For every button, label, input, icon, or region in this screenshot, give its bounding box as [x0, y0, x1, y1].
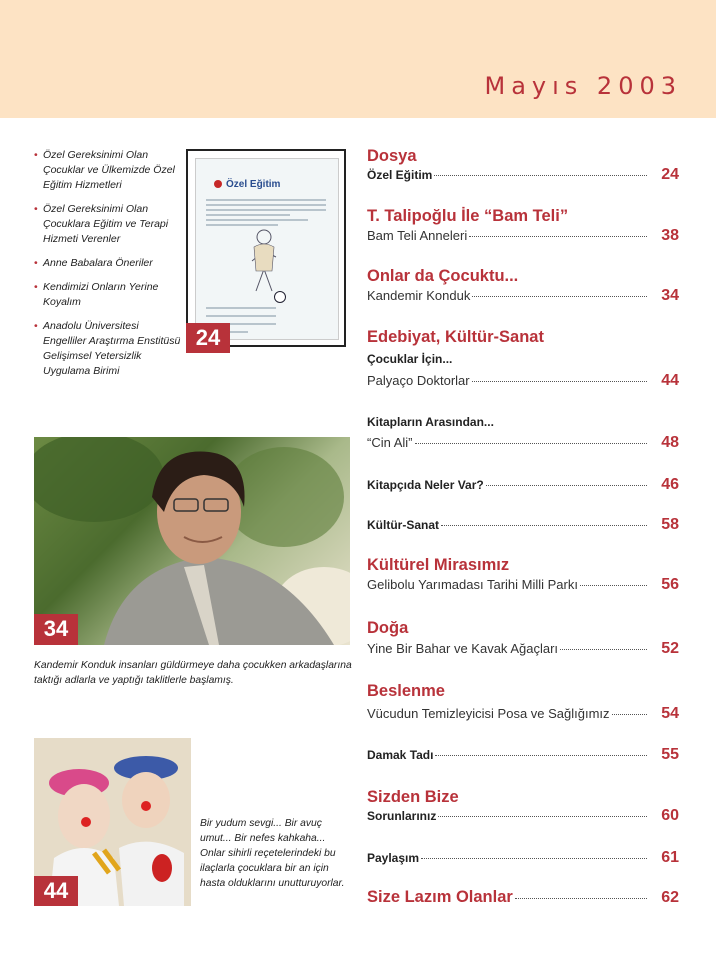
topic-item: • Anne Babalara Öneriler	[34, 257, 153, 269]
portrait-illustration	[34, 437, 350, 645]
logo-icon	[214, 180, 222, 188]
page-number: 44	[661, 372, 679, 389]
page-number: 54	[661, 705, 679, 722]
section-edebiyat: Edebiyat, Kültür-Sanat	[367, 328, 544, 346]
thumbnail-title: Özel Eğitim	[226, 179, 281, 190]
subhead-kitaplarin-arasindan: Kitapların Arasından...	[367, 415, 494, 429]
page-number: 48	[661, 434, 679, 451]
topic-item: • Özel Gereksinimi Olan Çocuklara Eğitim ve Terapi Hizmeti Verenler	[34, 203, 169, 245]
issue-date: Mayıs 2003	[484, 72, 682, 100]
ozel-egitim-thumbnail[interactable]	[186, 149, 346, 347]
toc-entry-ozel-egitim[interactable]: Özel Eğitim 24	[367, 166, 679, 183]
page-number: 52	[661, 640, 679, 657]
section-kulturel-mirasimiz: Kültürel Mirasımız	[367, 556, 510, 574]
header-band	[0, 0, 716, 118]
topic-item: • Kendimizi Onların Yerine Koyalım	[34, 281, 159, 308]
bullet-icon: •	[34, 203, 38, 215]
toc-entry-palyaco-doktorlar[interactable]: Palyaço Doktorlar 44	[367, 372, 679, 389]
section-doga: Doğa	[367, 619, 409, 637]
thumbnail-page	[195, 158, 339, 340]
toc-entry-bam-teli-anneleri[interactable]: Bam Teli Anneleri 38	[367, 227, 679, 244]
toc-entry-cin-ali[interactable]: “Cin Ali” 48	[367, 434, 679, 451]
toc-entry-damak-tadi[interactable]: Damak Tadı 55	[367, 746, 679, 763]
photo2-caption: Bir yudum sevgi... Bir avuç umut... Bir nefes kahkaha... Onlar sihirli reçetelerindeki bu ilaçlarla çocuklara bir an için hasta olduklarını unutturuyorlar.	[200, 818, 345, 889]
page-number: 55	[661, 746, 679, 763]
kandemir-konduk-photo[interactable]	[34, 437, 350, 645]
toc-entry-kultur-sanat[interactable]: Kültür-Sanat 58	[367, 516, 679, 533]
child-illustration-icon	[236, 227, 292, 297]
toc-entry-kavak-agaclari[interactable]: Yine Bir Bahar ve Kavak Ağaçları 52	[367, 640, 679, 657]
photo1-caption: Kandemir Konduk insanları güldürmeye daha çocukken arkadaşlarına taktığı adlarla ve yaptığı taklitlerle başlamış.	[34, 660, 352, 686]
topic-list	[34, 148, 184, 388]
thumbnail-text-lines	[206, 199, 326, 229]
section-bam-teli: T. Talipoğlu İle “Bam Teli”	[367, 207, 569, 225]
toc-entry-paylasim[interactable]: Paylaşım 61	[367, 849, 679, 866]
page-number: 34	[661, 287, 679, 304]
page-number: 60	[661, 807, 679, 824]
topic-item: • Anadolu Üniversitesi Engelliler Araştırma Enstitüsü Gelişimsel Yetersizlik Uygulama Birimi	[34, 320, 181, 377]
bullet-icon: •	[34, 281, 38, 293]
bullet-icon: •	[34, 257, 38, 269]
page-number: 58	[661, 516, 679, 533]
page-number: 38	[661, 227, 679, 244]
page-number: 46	[661, 476, 679, 493]
page-number: 24	[661, 166, 679, 183]
toc-entry-size-lazim-olanlar[interactable]: Size Lazım Olanlar 62	[367, 888, 679, 906]
thumbnail-page-badge: 24	[186, 323, 230, 353]
toc-entry-kitapcida[interactable]: Kitapçıda Neler Var? 46	[367, 476, 679, 493]
photo1-page-badge: 34	[34, 614, 78, 645]
toc-entry-sorunlariniz[interactable]: Sorunlarınız 60	[367, 807, 679, 824]
ball-icon	[274, 291, 286, 303]
bullet-icon: •	[34, 149, 38, 161]
photo2-page-badge: 44	[34, 876, 78, 906]
section-onlar-da-cocuktu: Onlar da Çocuktu...	[367, 267, 519, 285]
bullet-icon: •	[34, 320, 38, 332]
toc-entry-posa[interactable]: Vücudun Temizleyicisi Posa ve Sağlığımız 54	[367, 705, 679, 722]
section-sizden-bize: Sizden Bize	[367, 788, 459, 806]
section-beslenme: Beslenme	[367, 682, 445, 700]
topic-item: • Özel Gereksinimi Olan Çocuklar ve Ülkemizde Özel Eğitim Hizmetleri	[34, 149, 175, 191]
section-dosya: Dosya	[367, 147, 417, 165]
toc-entry-kandemir-konduk[interactable]: Kandemir Konduk 34	[367, 287, 679, 304]
page-number: 61	[661, 849, 679, 866]
page-number: 62	[661, 889, 679, 906]
toc-entry-gelibolu[interactable]: Gelibolu Yarımadası Tarihi Milli Parkı 56	[367, 576, 679, 593]
subhead-cocuklar-icin: Çocuklar İçin...	[367, 352, 453, 366]
page-number: 56	[661, 576, 679, 593]
